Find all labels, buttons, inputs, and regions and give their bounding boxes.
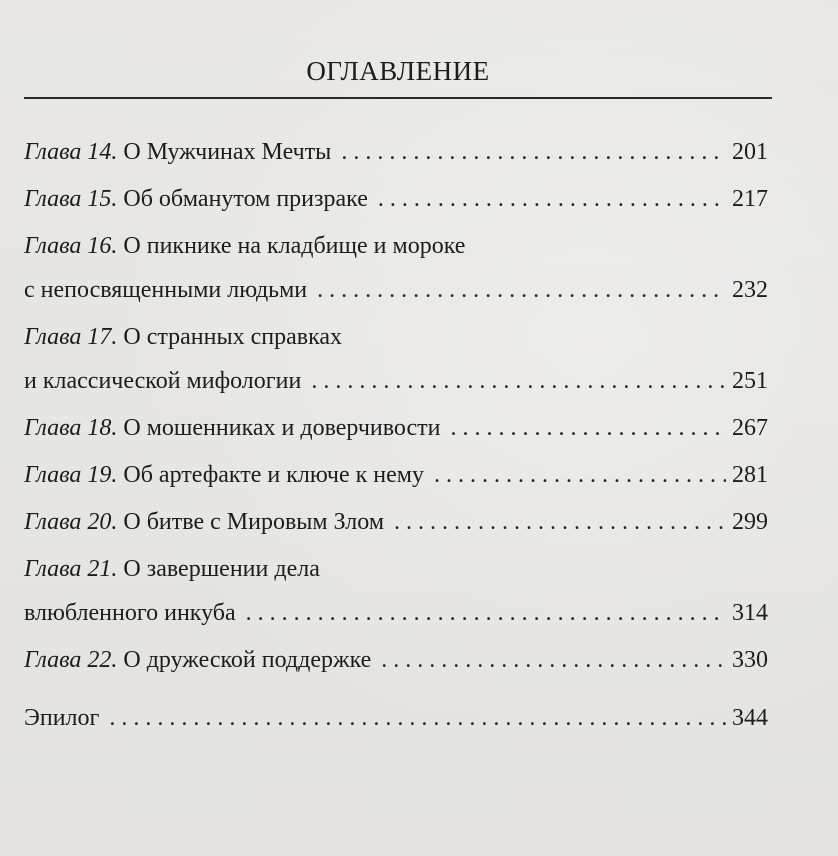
chapter-number: Глава 21. xyxy=(24,556,118,582)
chapter-title: Об артефакте и ключе к нему xyxy=(123,462,424,488)
chapter-title: О дружеской поддержке xyxy=(123,647,372,673)
dot-leader xyxy=(378,177,726,221)
page-title: ОГЛАВЛЕНИЕ xyxy=(306,56,490,86)
dot-leader xyxy=(381,638,726,682)
chapter-number: Глава 22. xyxy=(24,647,118,673)
dot-leader xyxy=(341,130,726,174)
dot-leader xyxy=(317,268,726,312)
chapter-title: О битве с Мировым Злом xyxy=(123,509,385,535)
dot-leader xyxy=(246,591,726,635)
toc-entry-18[interactable] xyxy=(24,406,768,450)
chapter-title: Эпилог xyxy=(24,705,100,731)
dot-leader xyxy=(434,453,726,497)
chapter-number: Глава 17. xyxy=(24,324,118,350)
chapter-number: Глава 20. xyxy=(24,509,118,535)
toc-entry-20[interactable] xyxy=(24,500,768,544)
chapter-title: О странных справках xyxy=(123,324,343,350)
toc-entry-epilogue[interactable] xyxy=(24,696,768,740)
page-number: 232 xyxy=(732,277,768,303)
chapter-number: Глава 18. xyxy=(24,415,118,441)
page-number: 251 xyxy=(732,368,768,394)
dot-leader xyxy=(109,696,726,740)
toc-entry-19[interactable] xyxy=(24,453,768,497)
chapter-title: О мошенниках и доверчивости xyxy=(123,415,441,441)
toc-entry-21[interactable] xyxy=(24,547,768,635)
page-number: 201 xyxy=(732,139,768,165)
chapter-title: О пикнике на кладбище и мороке xyxy=(123,233,466,259)
chapter-title: О Мужчинах Мечты xyxy=(123,139,332,165)
page-number: 217 xyxy=(732,186,768,212)
toc-entry-14[interactable] xyxy=(24,130,768,174)
toc-entry-16[interactable] xyxy=(24,224,768,312)
page-number: 330 xyxy=(732,647,768,673)
title-divider xyxy=(24,97,772,99)
chapter-number: Глава 14. xyxy=(24,139,118,165)
chapter-title-continued: и классической мифологии xyxy=(24,368,302,394)
table-of-contents xyxy=(24,130,768,740)
chapter-number: Глава 15. xyxy=(24,186,118,212)
dot-leader xyxy=(394,500,726,544)
chapter-title-continued: с непосвященными людьми xyxy=(24,277,308,303)
page-number: 314 xyxy=(732,600,768,626)
chapter-title-continued: влюбленного инкуба xyxy=(24,600,236,626)
chapter-number: Глава 19. xyxy=(24,462,118,488)
toc-entry-15[interactable] xyxy=(24,177,768,221)
chapter-title: Об обманутом призраке xyxy=(123,186,368,212)
page-number: 299 xyxy=(732,509,768,535)
chapter-title: О завершении дела xyxy=(123,556,320,582)
page-number: 281 xyxy=(732,462,768,488)
page-number: 267 xyxy=(732,415,768,441)
dot-leader xyxy=(451,406,727,450)
chapter-number: Глава 16. xyxy=(24,233,118,259)
page-number: 344 xyxy=(732,705,768,731)
toc-entry-22[interactable] xyxy=(24,638,768,682)
dot-leader xyxy=(311,359,726,403)
toc-entry-17[interactable] xyxy=(24,315,768,403)
